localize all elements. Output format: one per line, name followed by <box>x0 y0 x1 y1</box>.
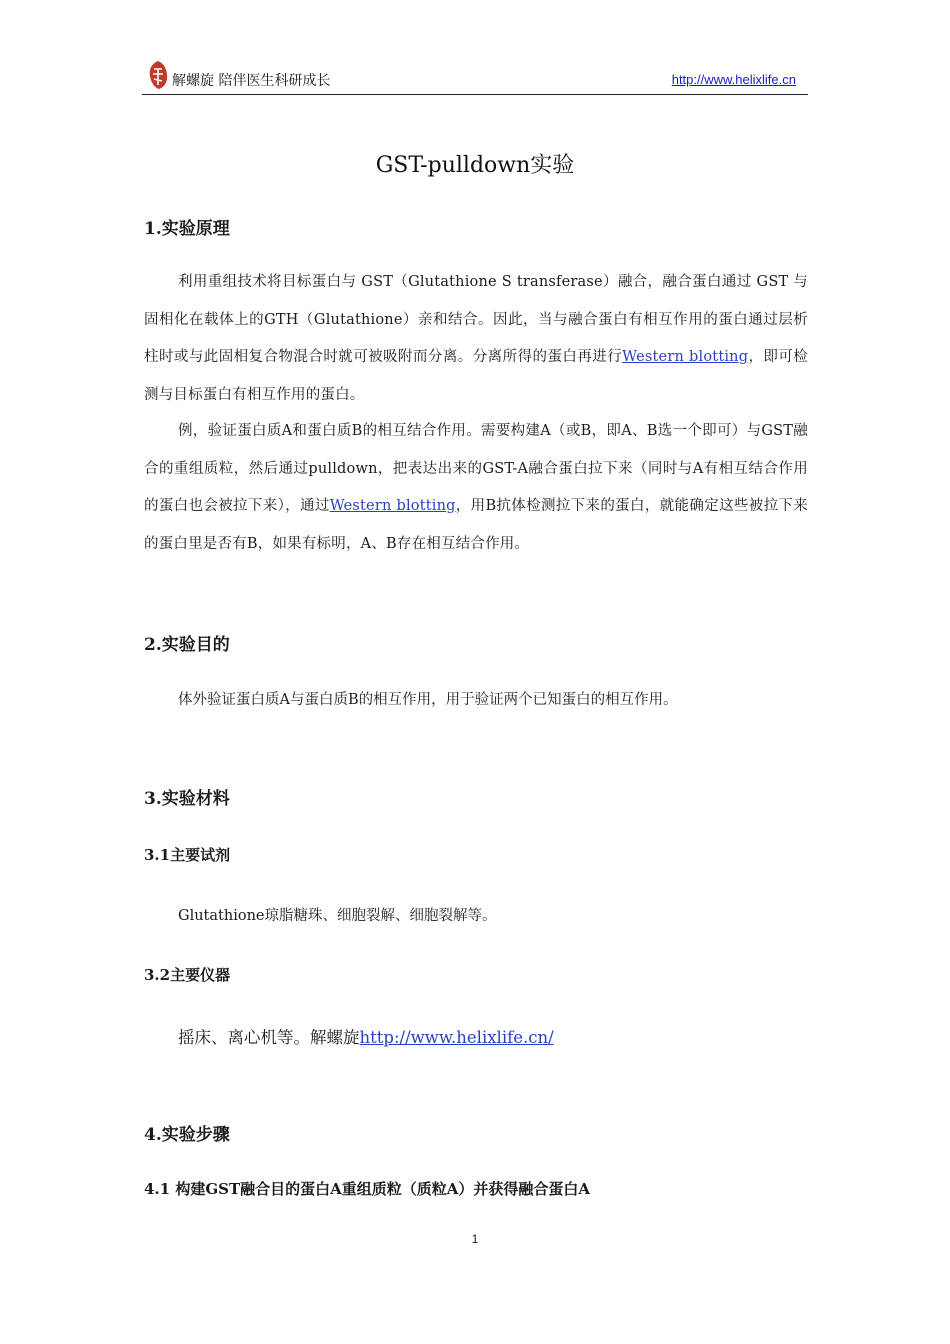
section-3-1-text: Glutathione琼脂糖珠、细胞裂解、细胞裂解等。 <box>178 908 497 924</box>
section-3-2-line <box>178 1024 554 1048</box>
section-4-heading: 4.实验步骤 <box>144 1125 230 1145</box>
section-1-paragraph-1 <box>144 264 808 414</box>
section-3-2-heading: 3.2主要仪器 <box>144 966 231 984</box>
brand-name: 解螺旋 陪伴医生科研成长 <box>172 73 331 89</box>
page-number: 1 <box>471 1232 479 1246</box>
section-3-heading: 3.实验材料 <box>144 789 230 809</box>
section-1-p1-text-b: ，即可检测与目标蛋白有相互作用的蛋白。 <box>144 349 808 403</box>
western-blotting-link-2[interactable]: Western blotting <box>329 498 456 514</box>
western-blotting-link-1[interactable]: Western blotting <box>622 349 749 365</box>
document-title: GST-pulldown实验 <box>375 153 575 178</box>
section-3-2-text: 摇床、离心机等。解螺旋 <box>178 1028 360 1047</box>
section-4-1-heading: 4.1 构建GST融合目的蛋白A重组质粒（质粒A）并获得融合蛋白A <box>144 1180 591 1198</box>
section-1-p2-text-a: 例，验证蛋白质A和蛋白质B的相互结合作用。需要构建A（或B，即A、B选一个即可）与GST融合的重组质粒，然后通过pulldown，把表达出来的GST-A融合蛋白拉下来（同时与A有相互结合作用的蛋白也会被拉下来），通过 <box>144 423 808 514</box>
section-1-paragraph-2 <box>144 413 808 563</box>
section-1-p1-text-a: 利用重组技术将目标蛋白与 GST（Glutathione S transferase）融合，融合蛋白通过 GST 与固相化在载体上的GTH（Glutathione）亲和结合。因此，当与融合蛋白有相互作用的蛋白通过层析柱时或与此固相复合物混合时就可被吸附而分离。分离所得的蛋白再进行 <box>144 274 808 365</box>
helixlife-link[interactable]: http://www.helixlife.cn/ <box>359 1028 554 1047</box>
header-url-link[interactable]: http://www.helixlife.cn <box>671 72 796 87</box>
page-header <box>142 58 808 95</box>
section-1-p2-text-b: ，用B抗体检测拉下来的蛋白，就能确定这些被拉下来的蛋白里是否有B，如果有标明，A、B存在相互结合作用。 <box>144 498 808 552</box>
section-2-heading: 2.实验目的 <box>144 635 230 655</box>
section-1-heading: 1.实验原理 <box>144 219 230 239</box>
helix-logo-icon <box>146 60 170 90</box>
section-2-text: 体外验证蛋白质A与蛋白质B的相互作用，用于验证两个已知蛋白的相互作用。 <box>178 692 678 708</box>
section-3-1-heading: 3.1主要试剂 <box>144 846 231 864</box>
